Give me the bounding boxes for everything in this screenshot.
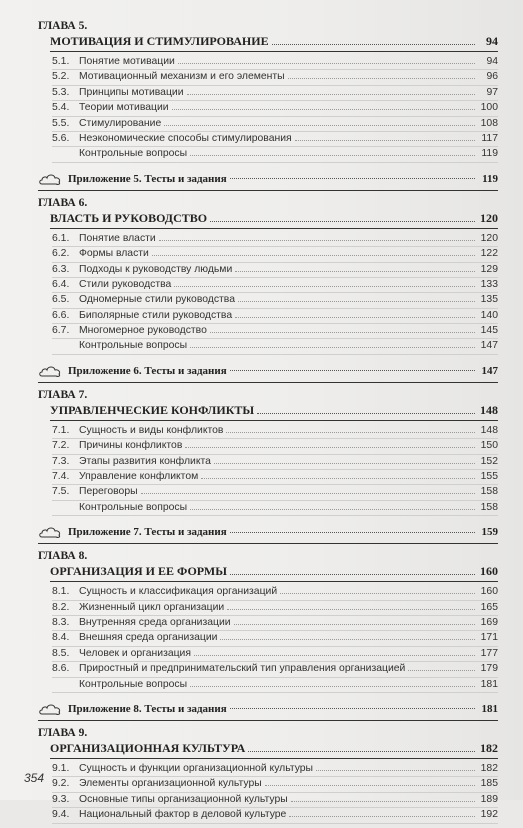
section-page: 122 — [480, 248, 498, 260]
section-page: 192 — [480, 809, 498, 821]
section-title: Контрольные вопросы — [79, 501, 188, 513]
chapter-label: ГЛАВА 6. — [38, 196, 88, 209]
section-number: 9.1. — [52, 762, 70, 774]
section-page: 97 — [486, 86, 498, 98]
chapter-page: 120 — [480, 210, 498, 225]
dot-leader — [159, 240, 475, 241]
table-of-contents — [38, 18, 498, 828]
section-title: Мотивационный механизм и его элементы — [79, 71, 285, 83]
section-number: 6.1. — [52, 232, 70, 244]
appendix-title: Приложение 5. Тесты и задания — [68, 172, 227, 185]
section-page: 119 — [481, 148, 498, 160]
toc-entry — [52, 263, 498, 278]
section-page: 185 — [480, 778, 498, 790]
section-title: Стимулирование — [79, 117, 162, 129]
appendix-title: Приложение 7. Тесты и задания — [68, 526, 227, 539]
section-number: 6.5. — [52, 294, 70, 306]
chapter-page: 160 — [480, 564, 498, 579]
appendix-row — [38, 698, 498, 721]
section-number: 6.3. — [52, 263, 70, 275]
page-number: 354 — [24, 771, 45, 785]
appendix-title: Приложение 6. Тесты и задания — [68, 364, 227, 377]
section-number: 5.4. — [52, 102, 70, 114]
appendix-row — [38, 360, 498, 383]
section-number: 9.2. — [52, 778, 70, 790]
toc-entry — [52, 808, 498, 823]
section-title: Переговоры — [79, 486, 138, 498]
dot-leader — [272, 44, 475, 45]
cloud-icon — [38, 525, 62, 539]
section-title: Приростный и предпринимательский тип управления организацией — [79, 663, 406, 675]
dot-leader — [141, 493, 475, 494]
section-title: Национальный фактор в деловой культуре — [79, 809, 287, 821]
chapter-label: ГЛАВА 5. — [38, 20, 88, 32]
section-title: Теории мотивации — [79, 102, 169, 114]
section-title: Внутренняя среда организации — [79, 616, 231, 628]
dot-leader — [230, 370, 475, 371]
cloud-icon — [38, 364, 62, 378]
chapter-block — [38, 725, 498, 824]
dot-leader — [289, 816, 475, 817]
toc-entry — [52, 293, 498, 308]
section-page: 165 — [480, 601, 498, 613]
dot-leader — [190, 347, 475, 348]
section-title: Одномерные стили руководства — [79, 294, 235, 306]
dot-leader — [257, 413, 475, 414]
toc-entry — [52, 132, 498, 147]
section-title: Стили руководства — [79, 278, 172, 290]
dot-leader — [210, 221, 475, 222]
section-page: 133 — [480, 278, 498, 290]
chapter-title: ОРГАНИЗАЦИЯ И ЕЕ ФОРМЫ — [50, 564, 227, 579]
dot-leader — [234, 624, 475, 625]
dot-leader — [226, 432, 475, 433]
chapter-label: ГЛАВА 9. — [38, 726, 88, 739]
section-number: 8.2. — [52, 601, 70, 613]
chapter-title-row — [50, 403, 498, 421]
section-page: 100 — [480, 102, 498, 114]
section-title: Контрольные вопросы — [79, 678, 188, 690]
dot-leader — [230, 708, 475, 709]
chapter-title: ОРГАНИЗАЦИОННАЯ КУЛЬТУРА — [50, 740, 246, 755]
toc-entry — [52, 117, 498, 132]
dot-leader — [187, 94, 475, 95]
toc-entry — [52, 470, 498, 485]
section-page: 129 — [480, 263, 498, 275]
section-title: Понятие мотивации — [79, 56, 175, 67]
section-page: 158 — [480, 501, 498, 513]
toc-entry — [52, 278, 498, 293]
section-number: 6.2. — [52, 248, 70, 260]
dot-leader — [230, 178, 475, 179]
section-page: 182 — [480, 762, 498, 774]
dot-leader — [201, 478, 475, 479]
chapter-label: ГЛАВА 7. — [38, 388, 88, 401]
section-title: Внешняя среда организации — [79, 632, 218, 644]
dot-leader — [190, 155, 475, 156]
dot-leader — [280, 593, 475, 594]
chapter-block — [38, 387, 498, 544]
toc-entry — [52, 324, 498, 339]
toc-entry — [52, 339, 498, 354]
section-page: 108 — [480, 117, 498, 129]
dot-leader — [316, 770, 475, 771]
section-title: Причины конфликтов — [79, 440, 183, 452]
toc-entry — [52, 777, 498, 792]
dot-leader — [210, 332, 475, 333]
appendix-page: 119 — [482, 172, 498, 185]
section-number: 5.2. — [52, 71, 70, 83]
section-page: 120 — [480, 232, 498, 244]
dot-leader — [408, 670, 475, 671]
section-page: 145 — [480, 325, 498, 337]
section-page: 147 — [480, 340, 498, 352]
section-page: 117 — [481, 132, 498, 144]
section-number: 8.1. — [52, 586, 70, 598]
section-page: 96 — [486, 71, 498, 83]
dot-leader — [265, 785, 475, 786]
section-page: 169 — [480, 616, 498, 628]
section-page: 135 — [480, 294, 498, 306]
appendix-row — [38, 521, 498, 544]
chapter-title: УПРАВЛЕНЧЕСКИЕ КОНФЛИКТЫ — [50, 402, 255, 417]
section-page: 160 — [480, 586, 498, 598]
section-title: Неэкономические способы стимулирования — [79, 132, 292, 144]
section-title: Человек и организация — [79, 647, 191, 659]
section-page: 171 — [480, 632, 498, 644]
section-number: 7.4. — [52, 471, 70, 483]
dot-leader — [248, 751, 475, 752]
dot-leader — [227, 609, 475, 610]
section-number: 6.7. — [52, 325, 70, 337]
section-page: 148 — [480, 424, 498, 436]
section-number: 7.3. — [52, 455, 70, 467]
appendix-row — [38, 168, 498, 191]
toc-entry — [52, 616, 498, 631]
section-title: Основные типы организационной культуры — [79, 793, 288, 805]
toc-entry — [52, 762, 498, 777]
chapter-block — [38, 18, 498, 191]
dot-leader — [220, 639, 475, 640]
chapter-block — [38, 548, 498, 721]
section-title: Этапы развития конфликта — [79, 455, 211, 467]
dot-leader — [174, 286, 475, 287]
section-page: 150 — [480, 440, 498, 452]
section-number: 7.5. — [52, 486, 70, 498]
toc-entry — [52, 455, 498, 470]
toc-entry — [52, 662, 498, 677]
toc-entry — [52, 147, 498, 162]
appendix-page: 147 — [481, 364, 498, 377]
chapter-title-row — [50, 211, 498, 229]
cloud-icon — [38, 702, 62, 716]
toc-entry — [52, 793, 498, 808]
toc-entry — [52, 70, 498, 85]
dot-leader — [178, 63, 475, 64]
section-title: Контрольные вопросы — [79, 148, 188, 160]
section-number: 8.4. — [52, 632, 70, 644]
toc-entry — [52, 439, 498, 454]
section-number: 7.1. — [52, 424, 70, 436]
chapter-title-row — [50, 34, 498, 52]
section-number: 8.6. — [52, 663, 70, 675]
cloud-icon — [38, 172, 62, 186]
dot-leader — [291, 801, 475, 802]
section-page: 179 — [480, 663, 498, 675]
section-title: Формы власти — [79, 248, 149, 260]
chapter-title-row — [50, 741, 498, 759]
dot-leader — [172, 109, 475, 110]
appendix-page: 181 — [481, 702, 498, 715]
toc-entry — [52, 247, 498, 262]
dot-leader — [152, 255, 475, 256]
dot-leader — [235, 271, 475, 272]
toc-entry — [52, 647, 498, 662]
section-page: 140 — [480, 309, 498, 321]
section-title: Сущность и классификация организаций — [79, 586, 278, 598]
dot-leader — [295, 140, 475, 141]
section-title: Элементы организационной культуры — [79, 778, 262, 790]
dot-leader — [288, 78, 475, 79]
section-number: 8.5. — [52, 647, 70, 659]
toc-entry — [52, 501, 498, 516]
toc-entry — [52, 101, 498, 116]
chapter-label: ГЛАВА 8. — [38, 550, 88, 563]
section-page: 177 — [480, 647, 498, 659]
section-title: Принципы мотивации — [79, 86, 184, 98]
section-number: 8.3. — [52, 616, 70, 628]
chapter-block — [38, 195, 498, 383]
section-number: 5.5. — [52, 117, 70, 129]
toc-entry — [52, 309, 498, 324]
section-title: Сущность и функции организационной культуры — [79, 762, 314, 774]
section-title: Жизненный цикл организации — [79, 601, 225, 613]
toc-entry — [52, 631, 498, 646]
dot-leader — [238, 301, 475, 302]
toc-entry — [52, 678, 498, 693]
section-number: 6.4. — [52, 278, 70, 290]
appendix-page: 159 — [481, 526, 498, 539]
section-page: 152 — [480, 455, 498, 467]
dot-leader — [164, 125, 475, 126]
section-title: Сущность и виды конфликтов — [79, 424, 224, 436]
toc-entry — [52, 485, 498, 500]
section-page: 189 — [480, 793, 498, 805]
section-number: 7.2. — [52, 440, 70, 452]
section-page: 181 — [480, 678, 498, 690]
section-title: Подходы к руководству людьми — [79, 263, 233, 275]
section-title: Многомерное руководство — [79, 325, 207, 337]
dot-leader — [185, 447, 475, 448]
dot-leader — [214, 463, 475, 464]
toc-entry — [52, 585, 498, 600]
section-title: Понятие власти — [79, 232, 156, 244]
section-title: Контрольные вопросы — [79, 340, 188, 352]
section-page: 158 — [480, 486, 498, 498]
chapter-page: 182 — [480, 740, 498, 755]
section-number: 5.6. — [52, 132, 70, 144]
section-number: 9.4. — [52, 809, 70, 821]
section-title: Биполярные стили руководства — [79, 309, 233, 321]
dot-leader — [235, 317, 475, 318]
section-number: 5.1. — [52, 56, 70, 67]
section-page: 155 — [480, 471, 498, 483]
section-number: 6.6. — [52, 309, 70, 321]
dot-leader — [190, 509, 475, 510]
dot-leader — [230, 532, 475, 533]
toc-entry — [52, 86, 498, 101]
chapter-title-row — [50, 564, 498, 582]
toc-entry — [52, 55, 498, 70]
section-page: 94 — [486, 56, 498, 67]
section-number: 5.3. — [52, 86, 70, 98]
dot-leader — [190, 686, 475, 687]
chapter-page: 94 — [486, 34, 498, 48]
toc-entry — [52, 601, 498, 616]
toc-entry — [52, 232, 498, 247]
dot-leader — [194, 655, 475, 656]
chapter-title: МОТИВАЦИЯ И СТИМУЛИРОВАНИЕ — [50, 34, 269, 48]
section-title: Управление конфликтом — [79, 471, 199, 483]
chapter-page: 148 — [480, 402, 498, 417]
dot-leader — [230, 574, 475, 575]
appendix-title: Приложение 8. Тесты и задания — [68, 702, 227, 715]
section-number: 9.3. — [52, 793, 70, 805]
chapter-title: ВЛАСТЬ И РУКОВОДСТВО — [50, 210, 208, 225]
toc-entry — [52, 424, 498, 439]
